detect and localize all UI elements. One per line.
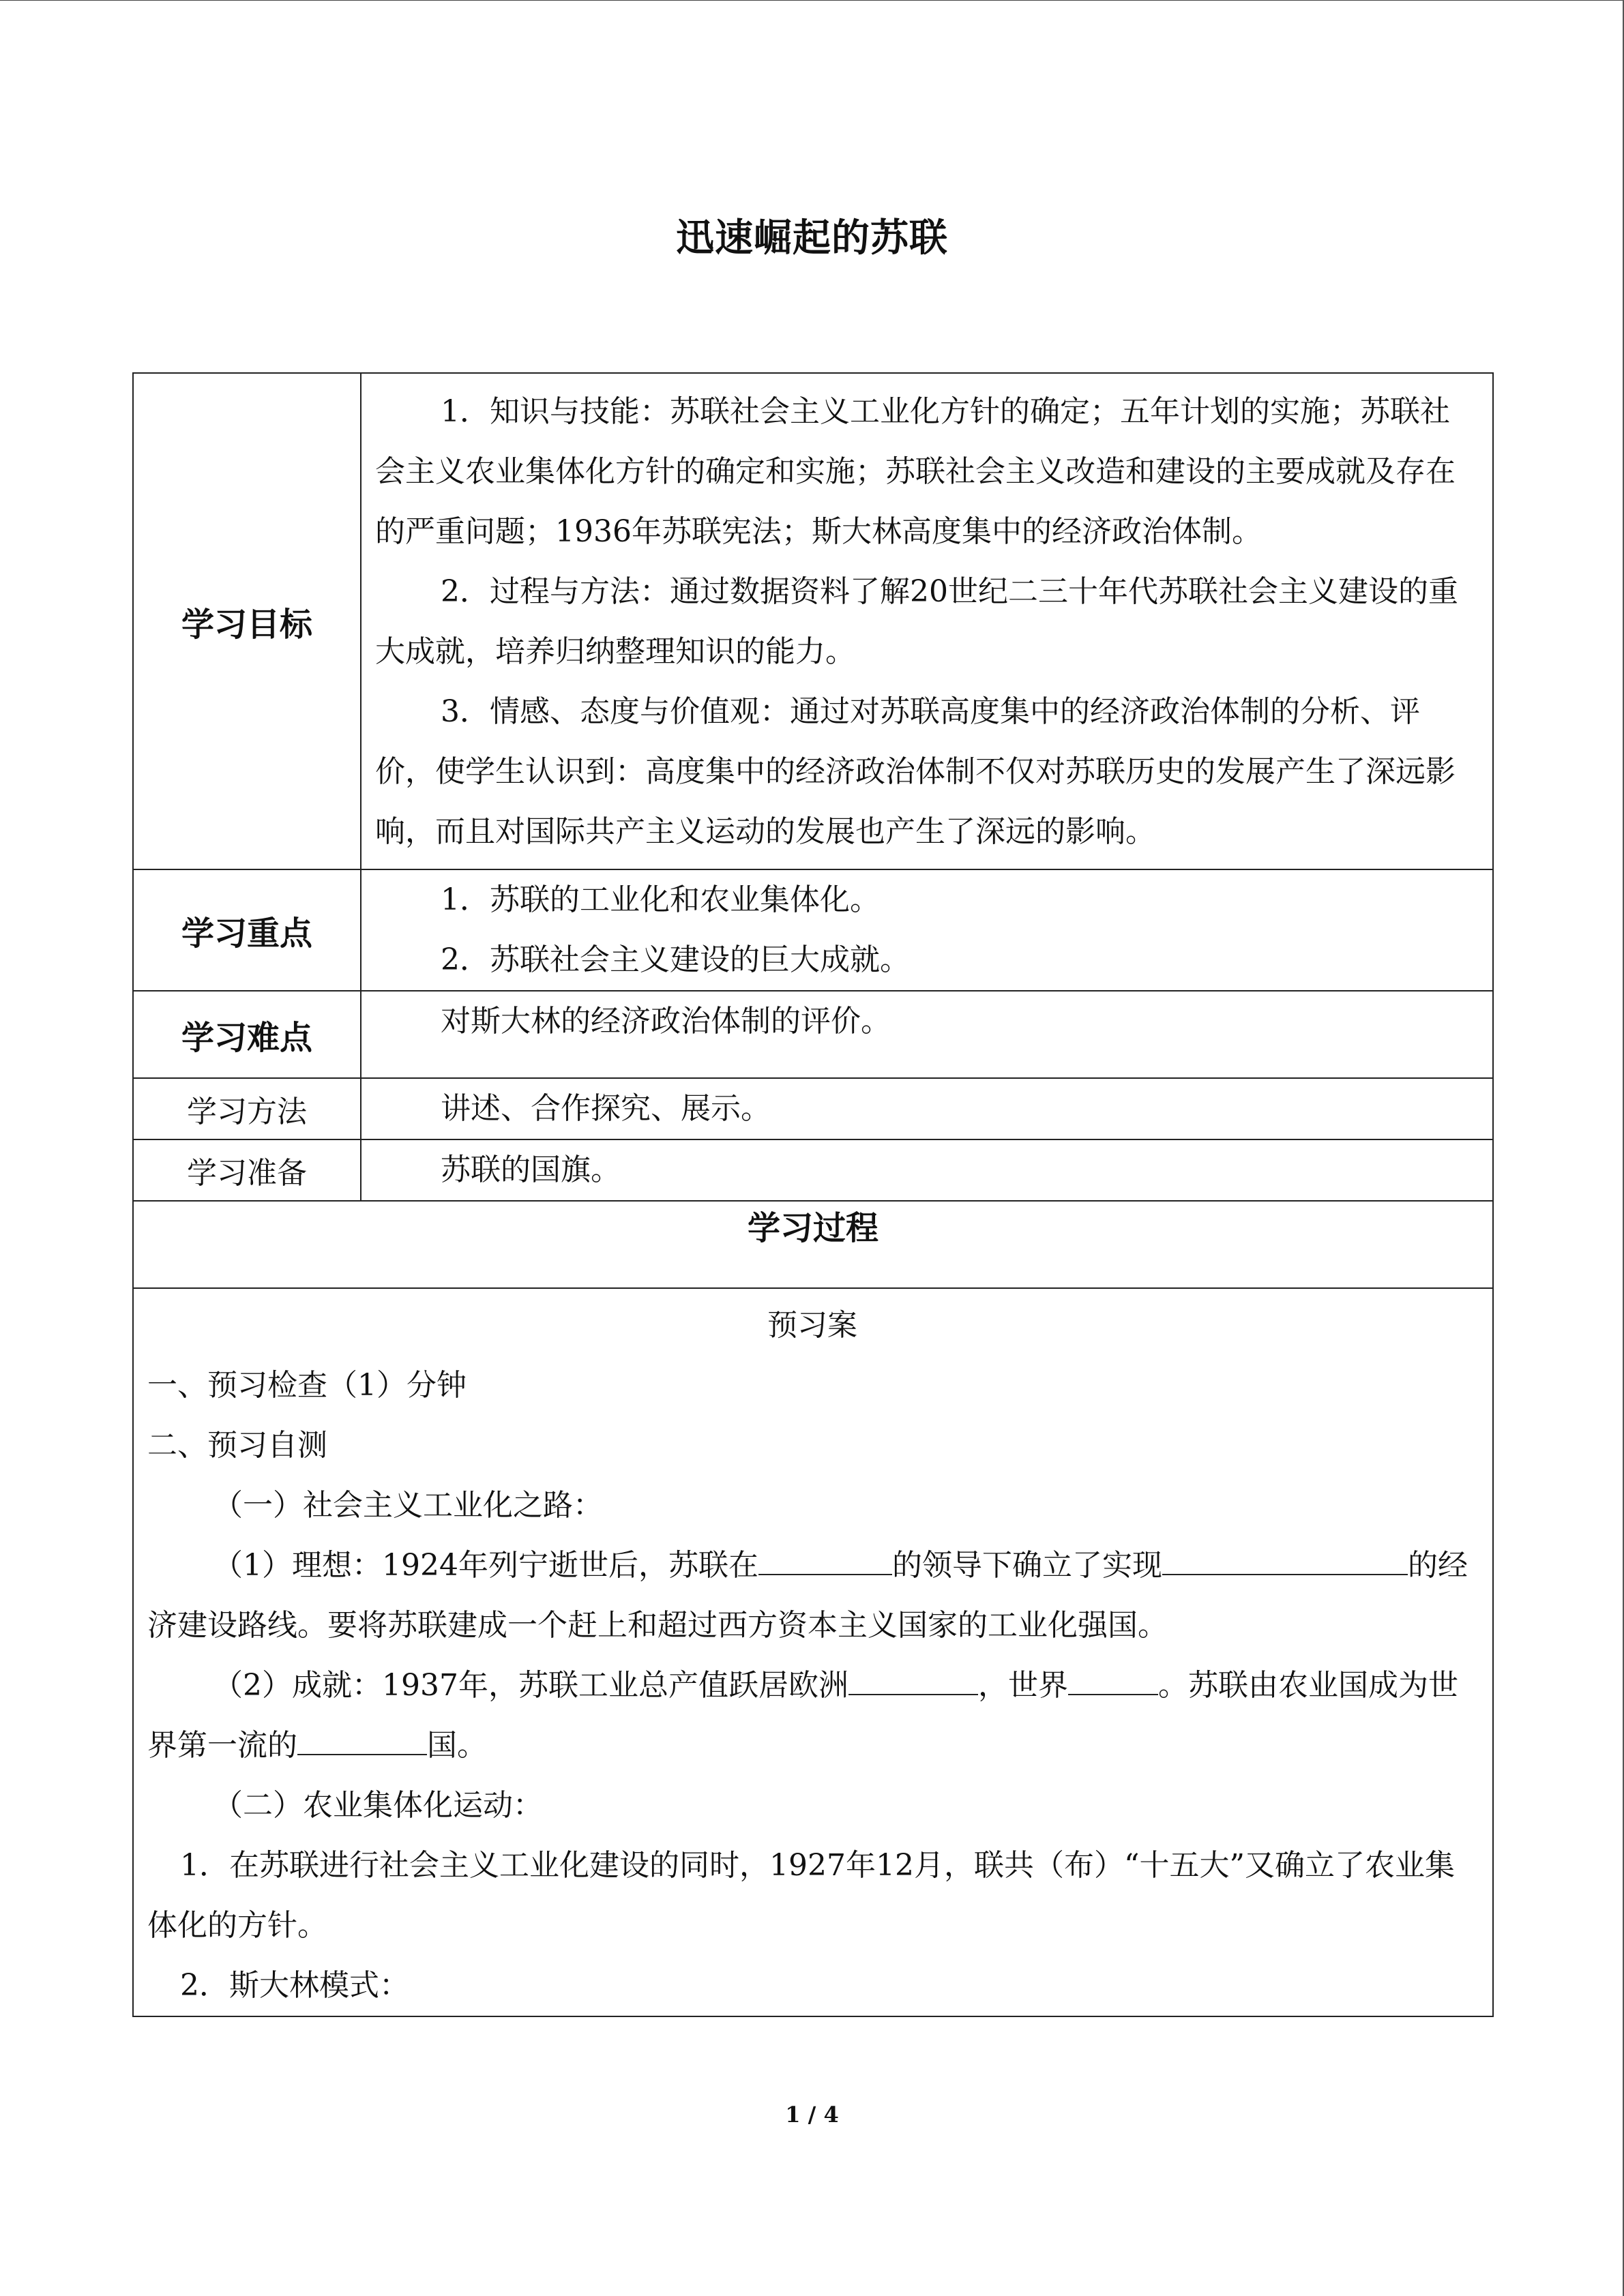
objective-item: 1．知识与技能：苏联社会主义工业化方针的确定；五年计划的实施；苏联社会主义农业集体化方针的确定和实施；苏联社会主义改造和建设的主要成就及存在的严重问题；1936年苏联宪法；斯大林高度集中的经济政治体制。	[375, 394, 1456, 549]
preview-content	[133, 1288, 1493, 2016]
answer-blank[interactable]	[297, 1724, 427, 1755]
method-row	[133, 1078, 1493, 1139]
objective-item: 3．情感、态度与价值观：通过对苏联高度集中的经济政治体制的分析、评价，使学生认识到：高度集中的经济政治体制不仅对苏联历史的发展产生了深远影响，而且对国际共产主义运动的发展也产生了深远的影响。	[375, 694, 1456, 849]
objectives-row	[133, 373, 1493, 869]
preview-line: 一、预习检查（1）分钟	[147, 1368, 467, 1403]
preparation-row	[133, 1139, 1493, 1201]
fill-question-2	[147, 1656, 1477, 1776]
question-text: 。苏联由农业国成为世界第一流的	[147, 1668, 1458, 1763]
objective-item: 2．过程与方法：通过数据资料了解20世纪二三十年代苏联社会主义建设的重大成就，培养归纳整理知识的能力。	[375, 574, 1458, 669]
preparation-content	[361, 1139, 1493, 1201]
method-text: 讲述、合作探究、展示。	[441, 1091, 771, 1126]
question-text: 的经济建设路线。要将苏联建成一个赶上和超过西方资本主义国家的工业化强国。	[147, 1548, 1468, 1643]
fill-question-1	[147, 1536, 1477, 1656]
key-point-item: 1．苏联的工业化和农业集体化。	[441, 882, 880, 917]
page-title: 迅速崛起的苏联	[676, 215, 948, 260]
preview-line: 二、预习自测	[147, 1428, 327, 1463]
difficulties-label: 学习难点	[133, 991, 361, 1078]
key-points-row	[133, 869, 1493, 991]
process-header-row	[133, 1201, 1493, 1288]
preparation-label: 学习准备	[133, 1139, 361, 1201]
objectives-label: 学习目标	[133, 373, 361, 869]
key-point-item: 2．苏联社会主义建设的巨大成就。	[441, 942, 910, 977]
difficulties-content	[361, 991, 1493, 1078]
question-text: （1）理想：1924年列宁逝世后，苏联在	[213, 1548, 758, 1583]
question-text: ，世界	[977, 1668, 1068, 1703]
preparation-text: 苏联的国旗。	[441, 1152, 621, 1187]
preview-row	[133, 1288, 1493, 2016]
preview-item: 2．斯大林模式：	[180, 1968, 409, 2003]
difficulties-row	[133, 991, 1493, 1078]
process-header: 学习过程	[133, 1201, 1493, 1288]
preview-subheading: （一）社会主义工业化之路：	[213, 1488, 603, 1523]
preview-title: 预习案	[767, 1308, 857, 1343]
page-number: 1 / 4	[785, 2102, 839, 2128]
method-content	[361, 1078, 1493, 1139]
question-text: （2）成就：1937年，苏联工业总产值跃居欧洲	[213, 1668, 848, 1703]
answer-blank[interactable]	[1068, 1664, 1158, 1695]
page-border-top	[0, 0, 1623, 1]
answer-blank[interactable]	[1162, 1544, 1408, 1575]
key-points-label: 学习重点	[133, 869, 361, 991]
difficulties-text: 对斯大林的经济政治体制的评价。	[441, 1004, 891, 1039]
question-text: 国。	[427, 1728, 487, 1763]
preview-subheading: （二）农业集体化运动：	[213, 1788, 543, 1823]
objectives-content	[361, 373, 1493, 869]
lesson-plan-table	[132, 372, 1494, 2017]
key-points-content	[361, 869, 1493, 991]
answer-blank[interactable]	[758, 1544, 892, 1575]
preview-item: 1．在苏联进行社会主义工业化建设的同时，1927年12月，联共（布）“十五大”又确立了农业集体化的方针。	[147, 1848, 1455, 1943]
answer-blank[interactable]	[848, 1664, 978, 1695]
method-label: 学习方法	[133, 1078, 361, 1139]
question-text: 的领导下确立了实现	[891, 1548, 1162, 1583]
